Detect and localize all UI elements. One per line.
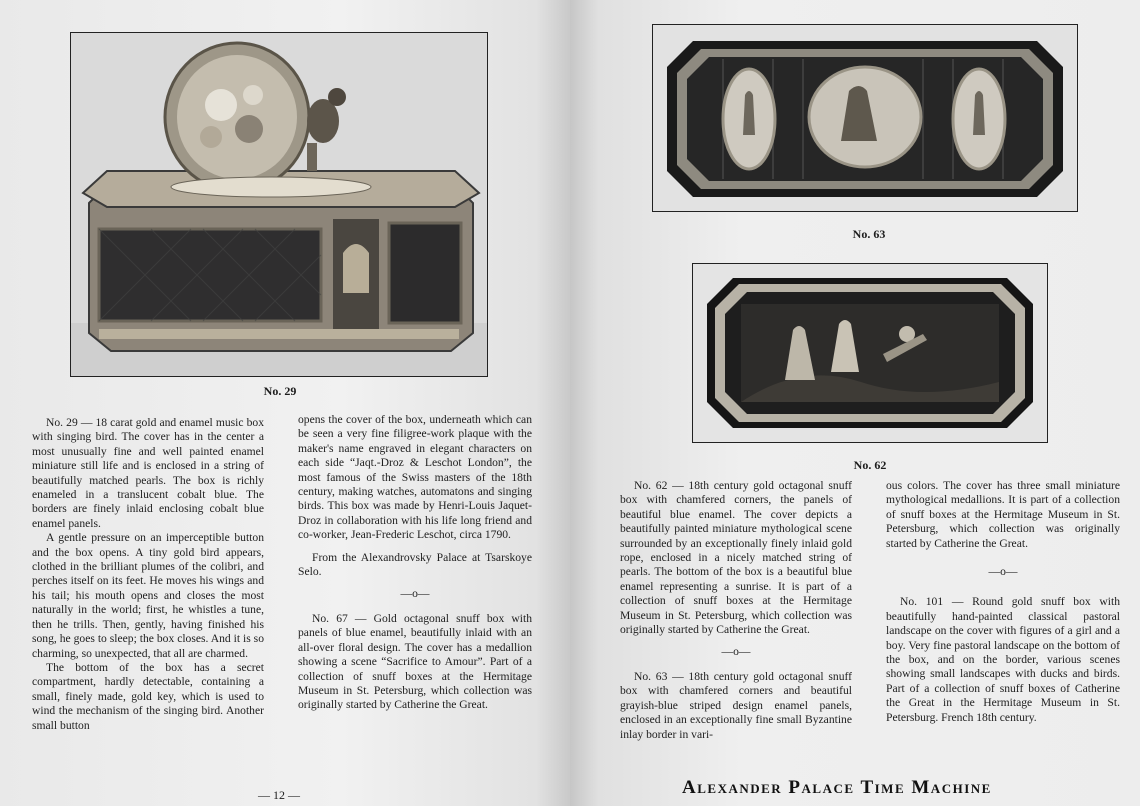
separator: —o—	[988, 565, 1018, 579]
music-box-photo	[70, 32, 488, 377]
paragraph: No. 67 — Gold octagonal snuff box with panels of blue enamel, beautifully inlaid with an all-over floral design. The cover has a medallion showing a scene “Sacrifice to Amour”. Part of a collection of snuff boxes at the Hermitage Museum in St. Petersburg, which collection was originally started by Catherine the Great.	[298, 611, 532, 712]
snuff-box-63-photo	[652, 24, 1078, 212]
paragraph: ous colors. The cover has three small miniature mythological medallions. It is part of a collection of snuff boxes at the Hermitage Museum in St. Petersburg, which collection was originally started by Catherine the Great.	[886, 479, 1120, 550]
page-number: — 12 —	[258, 788, 300, 802]
paragraph: No. 29 — 18 carat gold and enamel music box with singing bird. The cover has in the center a most unusually fine and well painted enamel miniature still life and is enclosed in a string of beautifully matched pearls. The box is richly enameled in a translucent cobalt blue. The borders are finely inlaid enclosing cobalt blue enamel panels.	[32, 416, 264, 530]
paragraph: opens the cover of the box, underneath which can be seen a very fine filigree-work plaque with the maker's name engraved in elegant characters on each side “Jaqt.-Droz & Leschot London”, the most famous of the Swiss masters of the 18th century, making watches, automatons and singing birds. This box was made by Henri-Louis Jaquet-Droz in collaboration with his life long friend and co-worker, Jean-Frederic Leschot, circa 1790.	[298, 413, 532, 542]
snuff-box-63-image	[653, 25, 1077, 211]
paragraph: No. 101 — Round gold snuff box with beautifully hand-painted classical pastoral landscape on the cover with figures of a girl and a boy. Very fine pastoral landscape on the bottom of the box, and on the border, various scenes showing small landscapes with ducks and birds. Part of a collection of snuff boxes of Catherine the Great in the Hermitage Museum in St. Petersburg. French 18th century.	[886, 595, 1120, 724]
left-text-column-2	[298, 413, 532, 713]
paragraph: No. 62 — 18th century gold octagonal snuff box with chamfered corners, the panels of beautiful blue enamel. The cover depicts a beautifully painted miniature mythological scene surrounded by an exceptionally finely inlaid gold rope, enclosed in a nicely matched string of pearls. The bottom of the box is a beautiful blue enamel representing a sunrise. It is part of a collection of snuff boxes at the Hermitage Museum in St. Petersburg, which collection was originally started by Catherine the Great.	[620, 479, 852, 637]
left-text-column-1	[32, 416, 264, 733]
separator: —o—	[721, 645, 751, 659]
paragraph: A gentle pressure on an imperceptible button and the box opens. A tiny gold bird appears, clothed in the brilliant plumes of the colibri, and perches itself on its feet. He moves his wings and his tail; his mouth opens and closes the most naturally in the world; first, he whistles a tune, then he trills. Then, gently, having finished his song, he goes to sleep; the box closes. And it is so charming, so unexpected, that all are charmed.	[32, 531, 264, 660]
paragraph: The bottom of the box has a secret compartment, hardly detectable, containing a small, finely made, gold key, which is used to wind the mechanism of the singing bird. Another small button	[32, 660, 264, 732]
right-text-column-2	[886, 479, 1120, 725]
figure-caption-29: No. 29	[263, 384, 297, 398]
right-page	[570, 0, 1140, 806]
snuff-box-62-image	[693, 264, 1047, 442]
separator: —o—	[400, 587, 430, 601]
music-box-image	[71, 33, 487, 376]
paragraph: From the Alexandrovsky Palace at Tsarskoye Selo.	[298, 550, 532, 579]
figure-caption-63: No. 63	[852, 227, 886, 241]
snuff-box-62-photo	[692, 263, 1048, 443]
figure-caption-62: No. 62	[853, 458, 887, 472]
site-watermark: Alexander Palace Time Machine	[682, 777, 992, 798]
right-text-column-1	[620, 479, 852, 742]
paragraph: No. 63 — 18th century gold octagonal snuff box with chamfered corners and beautiful grayish-blue striped design enamel panels, enclosed in an exceptionally fine small Byzantine inlay border in vari-	[620, 669, 852, 741]
